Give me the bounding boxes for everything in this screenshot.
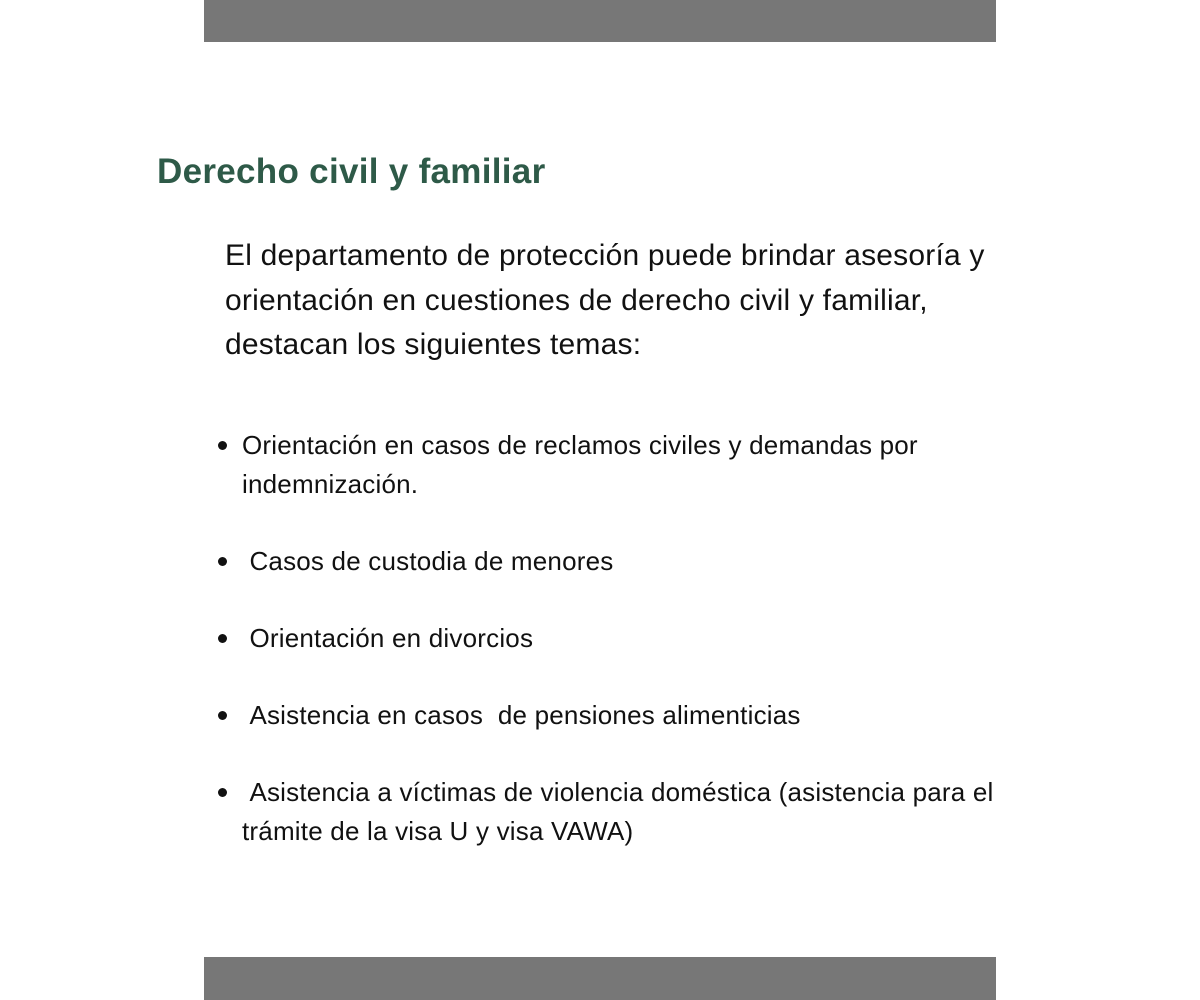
bullet-icon (218, 634, 227, 643)
bullet-icon (218, 441, 227, 450)
list-item (216, 773, 1046, 851)
list-item-text: Orientación en divorcios (242, 623, 534, 653)
top-gray-band (204, 0, 996, 42)
list-item-text: Asistencia a víctimas de violencia doméstica (asistencia para el trámite de la visa U y visa VAWA) (242, 777, 1001, 846)
bullet-icon (218, 788, 227, 797)
list-item (216, 426, 1046, 504)
section-heading: Derecho civil y familiar (157, 152, 546, 191)
bottom-gray-band (204, 957, 996, 1000)
list-item (216, 542, 1046, 581)
bullet-icon (218, 557, 227, 566)
list-item-text: Casos de custodia de menores (242, 546, 614, 576)
list-item-text: Orientación en casos de reclamos civiles y demandas por indemnización. (242, 430, 926, 499)
list-item (216, 619, 1046, 658)
intro-paragraph: El departamento de protección puede brindar asesoría y orientación en cuestiones de derecho civil y familiar, destacan los siguientes temas: (225, 239, 985, 361)
list-item (216, 696, 1046, 735)
list-item-text: Asistencia en casos de pensiones alimenticias (242, 700, 801, 730)
bullet-icon (218, 711, 227, 720)
topics-list (216, 426, 1046, 851)
